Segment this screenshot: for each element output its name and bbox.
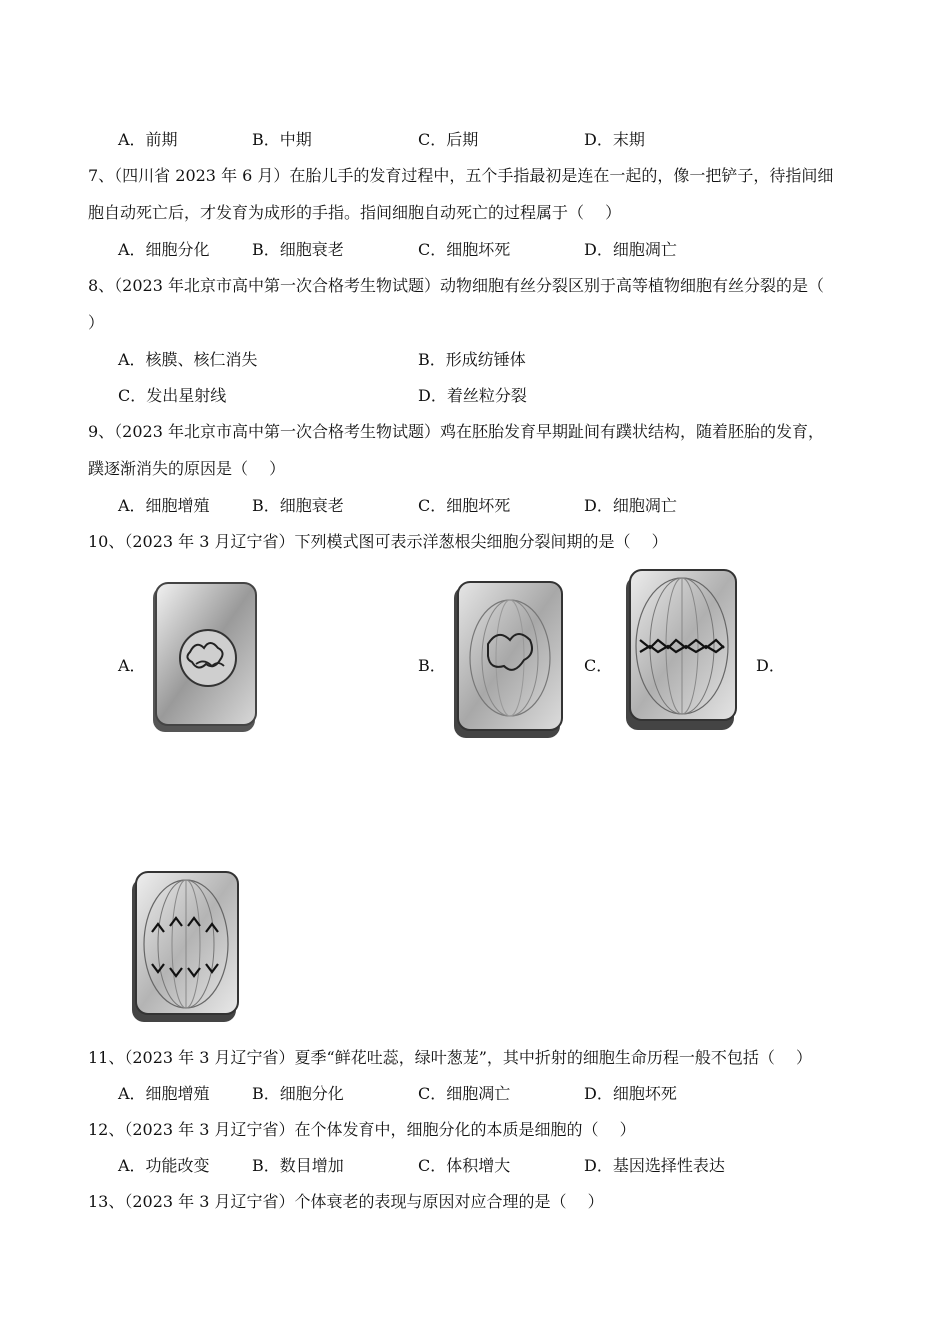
cell-image-c (624, 568, 740, 734)
q7-option-d: D．细胞凋亡 (584, 240, 677, 259)
q10-label-c: C． (584, 656, 613, 675)
q9-stem-line1: 9、（2023 年北京市高中第一次合格考生物试题）鸡在胚胎发育早期趾间有蹼状结构，随着胚胎的发育， (88, 422, 824, 441)
q7-stem-line1: 7、（四川省 2023 年 6 月）在胎儿手的发育过程中，五个手指最初是连在一起的，像一把铲子，待指间细 (88, 166, 834, 185)
q8-option-d: D．着丝粒分裂 (418, 386, 527, 405)
q8-option-a: A．核膜、核仁消失 (118, 350, 258, 369)
q9-option-c: C．细胞坏死 (418, 496, 511, 515)
q12-option-a: A．功能改变 (118, 1156, 210, 1175)
cell-image-b (452, 580, 564, 742)
q6-option-a: A．前期 (118, 130, 178, 149)
q9-option-a: A．细胞增殖 (118, 496, 210, 515)
cell-image-d (130, 870, 242, 1026)
q7-option-c: C．细胞坏死 (418, 240, 511, 259)
q11-option-b: B．细胞分化 (252, 1084, 344, 1103)
q7-option-b: B．细胞衰老 (252, 240, 344, 259)
q10-label-b: B． (418, 656, 446, 675)
q11-option-a: A．细胞增殖 (118, 1084, 210, 1103)
q12-option-b: B．数目增加 (252, 1156, 344, 1175)
q12-option-d: D．基因选择性表达 (584, 1156, 725, 1175)
q7-stem-line2: 胞自动死亡后，才发育为成形的手指。指间细胞自动死亡的过程属于（ ） (88, 203, 622, 222)
q11-option-c: C．细胞凋亡 (418, 1084, 511, 1103)
q6-option-d: D．末期 (584, 130, 645, 149)
q9-option-d: D．细胞凋亡 (584, 496, 677, 515)
q11-stem: 11、（2023 年 3 月辽宁省）夏季“鲜花吐蕊，绿叶葱茏”，其中折射的细胞生命历程一般不包括（ ） (88, 1048, 812, 1067)
q7-option-a: A．细胞分化 (118, 240, 210, 259)
q12-stem: 12、（2023 年 3 月辽宁省）在个体发育中，细胞分化的本质是细胞的（ ） (88, 1120, 636, 1139)
cell-image-a (150, 580, 260, 736)
q13-stem: 13、（2023 年 3 月辽宁省）个体衰老的表现与原因对应合理的是（ ） (88, 1192, 604, 1211)
q8-option-c: C．发出星射线 (118, 386, 227, 405)
q9-option-b: B．细胞衰老 (252, 496, 344, 515)
q10-label-d: D． (756, 656, 785, 675)
q9-stem-line2: 蹼逐渐消失的原因是（ ） (88, 459, 286, 478)
q12-option-c: C．体积增大 (418, 1156, 511, 1175)
q8-stem-line1: 8、（2023 年北京市高中第一次合格考生物试题）动物细胞有丝分裂区别于高等植物细胞有丝分裂的是（ (88, 276, 824, 295)
q10-label-a: A． (118, 656, 146, 675)
q6-option-c: C．后期 (418, 130, 479, 149)
q10-stem: 10、（2023 年 3 月辽宁省）下列模式图可表示洋葱根尖细胞分裂间期的是（ ） (88, 532, 668, 551)
q8-stem-line2: ） (88, 313, 105, 332)
q11-option-d: D．细胞坏死 (584, 1084, 677, 1103)
q6-option-b: B．中期 (252, 130, 312, 149)
q8-option-b: B．形成纺锤体 (418, 350, 526, 369)
